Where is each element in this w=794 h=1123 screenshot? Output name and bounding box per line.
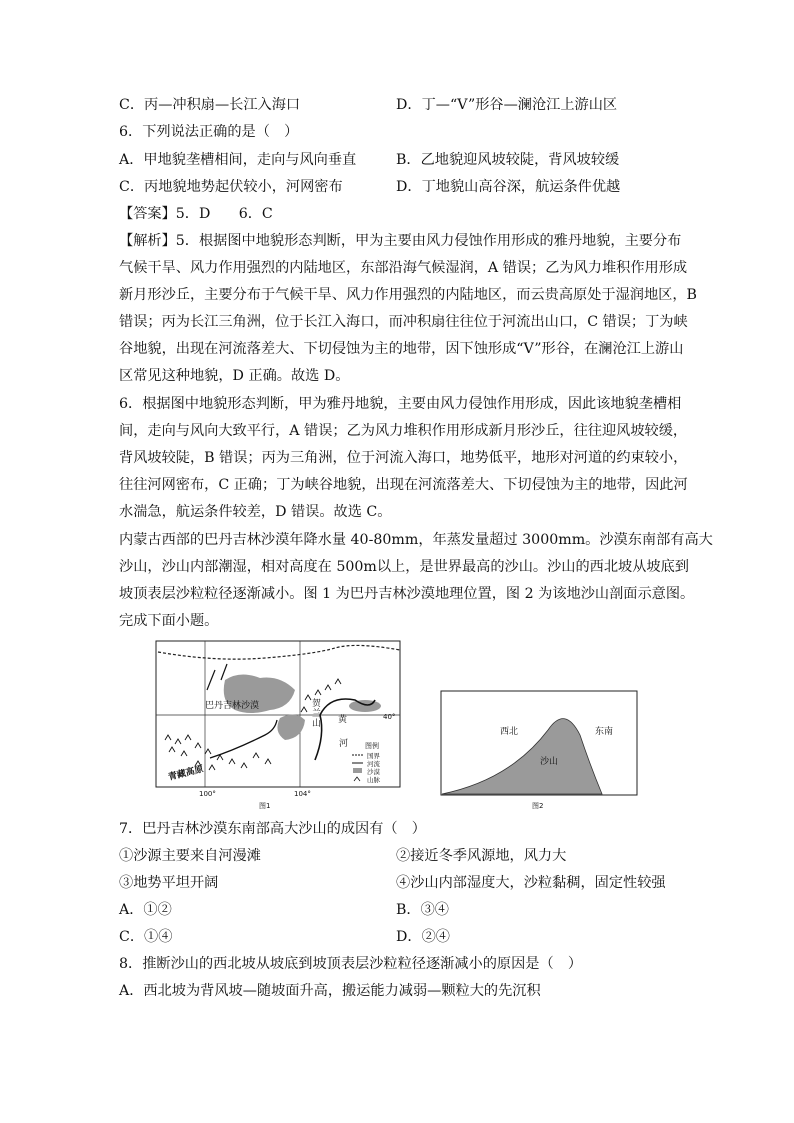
analysis-line: 谷地貌，出现在河流落差大、下切侵蚀为主的地带，因下蚀形成“V”形谷，在澜沧江上游山: [119, 341, 684, 357]
svg-text:河流: 河流: [367, 760, 380, 768]
q7-item-4: ④沙山内部湿度大，沙粒黏稠，固定性较强: [396, 875, 666, 891]
analysis-line: 水湍急，航运条件较差，D 错误。故选 C。: [119, 504, 392, 520]
q7-stem: 7．巴丹吉林沙漠东南部高大沙山的成因有（ ）: [119, 821, 426, 837]
analysis-line: 区常见这种地貌，D 正确。故选 D。: [119, 368, 350, 384]
q6-option-d: D．丁地貌山高谷深，航运条件优越: [396, 179, 621, 195]
figure-2-caption: 图2: [532, 802, 544, 810]
analysis-line: 错误；丙为长江三角洲，位于长江入海口，而冲积扇往往位于河流出山口，C 错误；丁为峡: [119, 314, 688, 330]
analysis-line: 气候干旱、风力作用强烈的内陆地区，东部沿海气候湿润，A 错误；乙为风力堆积作用形成: [119, 260, 688, 276]
material-line: 内蒙古西部的巴丹吉林沙漠年降水量 40-80mm，年蒸发量超过 3000mm。沙漠东南部有高大: [119, 532, 713, 548]
lat-label: 40°: [383, 713, 396, 721]
analysis-line: 6．根据图中地貌形态判断，甲为雅丹地貌，主要由风力侵蚀作用形成，因此该地貌垄槽相: [119, 396, 682, 412]
q5-option-c: C．丙—冲积扇—长江入海口: [119, 97, 301, 113]
q6-option-b: B．乙地貌迎风坡较陡，背风坡较缓: [396, 152, 620, 168]
plateau-label: 青藏高原: [167, 764, 205, 783]
helan-label-3: 山: [312, 719, 322, 729]
figure-1-map: [155, 640, 405, 810]
lon-label-104: 104°: [294, 790, 311, 798]
lon-label-100: 100°: [199, 790, 216, 798]
southeast-label: 东南: [595, 727, 614, 737]
q7-option-a: A．①②: [119, 902, 172, 918]
q6-stem: 6．下列说法正确的是（ ）: [119, 124, 299, 140]
q7-option-c: C．①④: [119, 929, 173, 945]
material-line: 沙山，沙山内部潮湿，相对高度在 500m以上，是世界最高的沙山。沙山的西北坡从坡底到: [119, 559, 689, 575]
q8-option-a: A．西北坡为背风坡—随坡面升高，搬运能力减弱—颗粒大的先沉积: [119, 983, 541, 999]
analysis-line: 新月形沙丘，主要分布于气候干旱、风力作用强烈的内陆地区，而云贵高原处于湿润地区，B: [119, 287, 697, 303]
figure-1-caption: 图1: [259, 802, 271, 810]
q7-item-2: ②接近冬季风源地，风力大: [396, 848, 567, 864]
q7-item-3: ③地势平坦开阔: [119, 875, 219, 891]
q8-stem: 8．推断沙山的西北坡从坡底到坡顶表层沙粒粒径逐渐减小的原因是（ ）: [119, 956, 583, 972]
q7-option-b: B．③④: [396, 902, 449, 918]
northwest-label: 西北: [500, 727, 519, 737]
helan-label-2: 兰: [312, 709, 322, 719]
answer-line: 【答案】5．D 6．C: [119, 206, 273, 222]
dune-label: 沙山: [540, 757, 559, 767]
svg-text:国界: 国界: [367, 752, 380, 760]
q7-item-1: ①沙源主要来自河漫滩: [119, 848, 261, 864]
svg-text:图例: 图例: [365, 742, 379, 750]
analysis-line: 往往河网密布，C 正确；丁为峡谷地貌，出现在河流落差大、下切侵蚀为主的地带，因此河: [119, 477, 688, 493]
material-line: 坡顶表层沙粒粒径逐渐减小。图 1 为巴丹吉林沙漠地理位置，图 2 为该地沙山剖面示意图。: [119, 586, 695, 602]
he-label: 河: [339, 739, 349, 749]
huang-label: 黄: [338, 715, 348, 725]
analysis-line: 背风坡较陡，B 错误；丙为三角洲，位于河流入海口，地势低平，地形对河道的约束较小，: [119, 450, 688, 466]
q5-option-d: D．丁—“V”形谷—澜沧江上游山区: [396, 97, 618, 113]
analysis-line: 间，走向与风向大致平行，A 错误；乙为风力堆积作用形成新月形沙丘，往往迎风坡较缓，: [119, 423, 688, 439]
figure-2-profile: [440, 690, 640, 812]
q6-option-a: A．甲地貌垄槽相间，走向与风向垂直: [119, 152, 357, 168]
material-line: 完成下面小题。: [119, 613, 219, 629]
desert-label: 巴丹吉林沙漠: [205, 701, 260, 711]
q6-option-c: C．丙地貌地势起伏较小，河网密布: [119, 179, 343, 195]
q7-option-d: D．②④: [396, 929, 450, 945]
analysis-line: 【解析】5．根据图中地貌形态判断，甲为主要由风力侵蚀作用形成的雅丹地貌，主要分布: [119, 233, 682, 249]
svg-text:山脉: 山脉: [367, 776, 380, 784]
helan-label-1: 贺: [312, 699, 322, 709]
svg-text:沙漠: 沙漠: [367, 768, 380, 776]
